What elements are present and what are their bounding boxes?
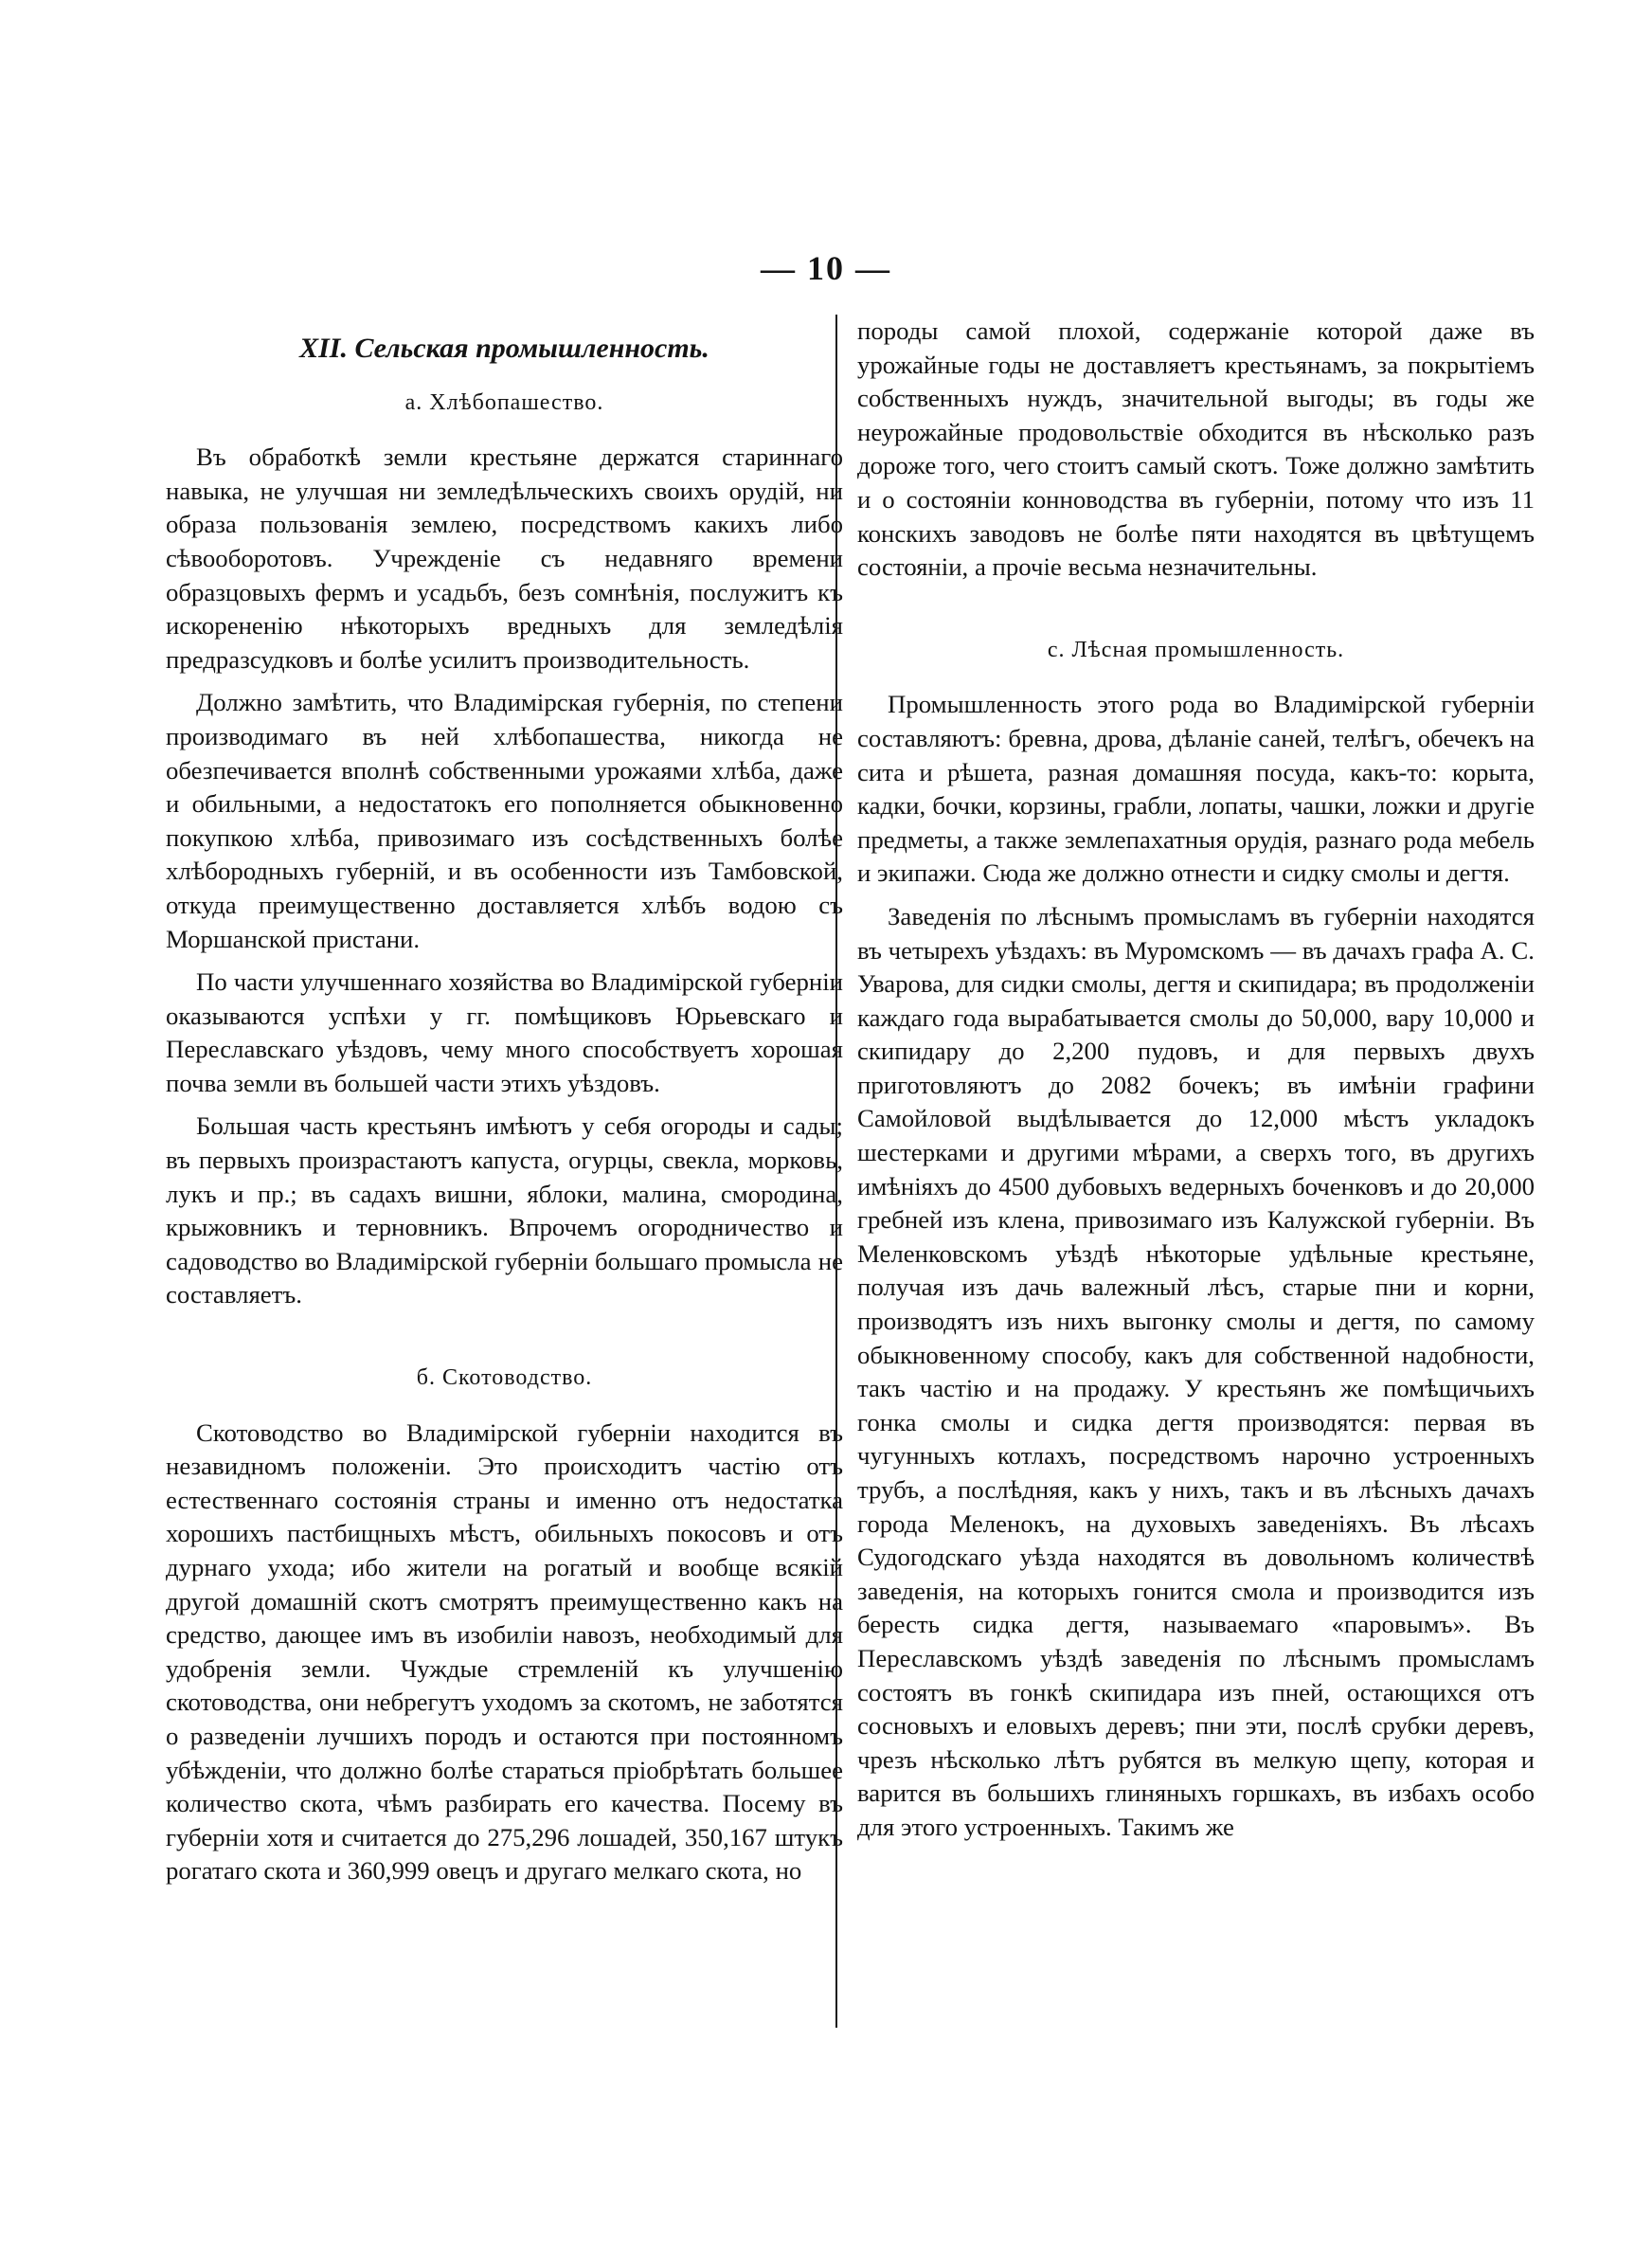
left-column: [166, 315, 843, 1898]
subsection-title-b: б. Скотоводство.: [416, 1365, 593, 1391]
right-column: [857, 315, 1535, 1854]
column-divider: [835, 315, 837, 2028]
paragraph: Заведенія по лѣснымъ промысламъ въ губерніи находятся въ четырехъ уѣздахъ: въ Муромскомъ — въ дачахъ графа А. С. Уварова, для сидки смолы, дегтя и скипидара; въ продолженіи каждаго года вырабатывается смолы до 50,000, вару 10,000 и скипидару до 2,200 пудовъ, и для первыхъ двухъ приготовляютъ до 2082 бочекъ; въ имѣніи графини Самойловой выдѣлывается до 12,000 мѣстъ укладокъ шестерками и другими мѣрами, а сверхъ того, въ другихъ имѣніяхъ до 4500 дубовыхъ ведерныхъ боченковъ и до 20,000 гребней изъ клена, привозимаго изъ Калужской губерніи. Въ Меленковскомъ уѣздѣ нѣкоторые удѣльные крестьяне, получая изъ дачь валежный лѣсъ, старые пни и корни, производятъ изъ нихъ выгонку смолы и дегтя, по самому обыкновенному способу, какъ для собственной надобности, такъ частію и на продажу. У крестьянъ же помѣщичьихъ гонка смолы и сидка дегтя производятся: первая въ чугунныхъ котлахъ, посредствомъ нарочно устроенныхъ трубъ, а послѣдняя, какъ у нихъ, такъ и въ лѣсныхъ дачахъ города Меленокъ, на духовыхъ заведеніяхъ. Въ лѣсахъ Судогодскаго уѣзда находятся въ довольномъ количествѣ заведенія, на которыхъ гонится смола и производится изъ бересть сидка дегтя, называемаго «паровымъ». Въ Переславскомъ уѣздѣ заведенія по лѣснымъ промысламъ состоятъ въ гонкѣ скипидара изъ пней, остающихся отъ сосновыхъ и еловыхъ деревъ; пни эти, послѣ срубки деревъ, чрезъ нѣсколько лѣтъ рубятся въ мелкую щепу, которая и варится въ большихъ глиняныхъ горшкахъ, въ избахъ особо для этого устроенныхъ. Такимъ же: [857, 901, 1535, 1841]
paragraph: Въ обработкѣ земли крестьяне держатся стариннаго навыка, не улучшая ни земледѣльческихъ своихъ орудій, ни образа пользованія землею, посредствомъ какихъ либо сѣвооборотовъ. Учрежденіе съ недавняго времени образцовыхъ фермъ и усадьбъ, безъ сомнѣнія, послужитъ къ искорененію нѣкоторыхъ вредныхъ для земледѣлія предразсудковъ и болѣе усилитъ производительность.: [166, 442, 843, 674]
paragraph: По части улучшеннаго хозяйства во Владимірской губерніи оказываются успѣхи у гг. помѣщиковъ Юрьевскаго и Переславскаго уѣздовъ, чему много способствуетъ хорошая почва земли въ большей части этихъ уѣздовъ.: [166, 967, 843, 1097]
page-number: — 10 —: [761, 249, 891, 287]
paragraph: Должно замѣтить, что Владимірская губернія, по степени производимаго въ ней хлѣбопашества, никогда не обезпечивается вполнѣ собственными урожаями хлѣба, даже и обильными, а недостатокъ его пополняется обыкновенно покупкою хлѣба, привозимаго изъ сосѣдственныхъ болѣе хлѣбородныхъ губерній, и въ особенности изъ Тамбовской, откуда преимущественно доставляется хлѣбъ водою съ Моршанской пристани.: [166, 688, 843, 953]
subsection-title-a: а. Хлѣбопашество.: [404, 389, 604, 415]
section-title: XII. Сельская промышленность.: [299, 333, 709, 364]
paragraph: Большая часть крестьянъ имѣютъ у себя огороды и сады; въ первыхъ произрастаютъ капуста, огурцы, свекла, морковь, лукъ и пр.; въ садахъ вишни, яблоки, малина, смородина, крыжовникъ и терновникъ. Впрочемъ огородничество и садоводство во Владимірской губерніи большаго промысла не составляетъ.: [166, 1111, 843, 1309]
spacer: [857, 594, 1535, 623]
subsection-title-c: с. Лѣсная промышленность.: [1047, 637, 1345, 662]
paragraph: Скотоводство во Владимірской губерніи находится въ незавидномъ положеніи. Это происходитъ частію отъ естественнаго состоянія страны и именно отъ недостатка хорошихъ пастбищныхъ мѣстъ, обильныхъ покосовъ и отъ дурнаго ухода; ибо жители на рогатый и вообще всякій другой домашній скотъ смотрятъ преимущественно какъ на средство, дающее имъ въ изобиліи навозъ, необходимый для удобренія земли. Чуждые стремленій къ улучшенію скотоводства, они небрегутъ уходомъ за скотомъ, не заботятся о разведеніи лучшихъ породъ и остаются при постоянномъ убѣжденіи, что должно болѣе стараться пріобрѣтать большее количество скота, чѣмъ разбирать его качества. Посему въ губерніи хотя и считается до 275,296 лошадей, 350,167 штукъ рогатаго скота и 360,999 овецъ и другаго мелкаго скота, но: [166, 1417, 843, 1886]
paragraph: Промышленность этого рода во Владимірской губерніи составляютъ: бревна, дрова, дѣланіе саней, телѣгъ, обечекъ на сита и рѣшета, разная домашняя посуда, какъ-то: корыта, кадки, бочки, корзины, грабли, лопаты, чашки, ложки и другіе предметы, а также землепахатныя орудія, разнаго рода мебель и экипажи. Сюда же должно отнести и сидку смолы и дегтя.: [857, 690, 1535, 888]
paragraph-continuation: породы самой плохой, содержаніе которой даже въ урожайные годы не доставляетъ крестьянамъ, за покрытіемъ собственныхъ нуждъ, значительной выгоды; въ годы же неурожайные продовольствіе обходится въ нѣсколько разъ дороже того, чего стоитъ самый скотъ. Тоже должно замѣтить и о состояніи конноводства въ губерніи, потому что изъ 11 конскихъ заводовъ не болѣе пяти находятся въ цвѣтущемъ состояніи, а прочіе весьма незначительны.: [857, 316, 1535, 582]
spacer: [166, 1322, 843, 1350]
